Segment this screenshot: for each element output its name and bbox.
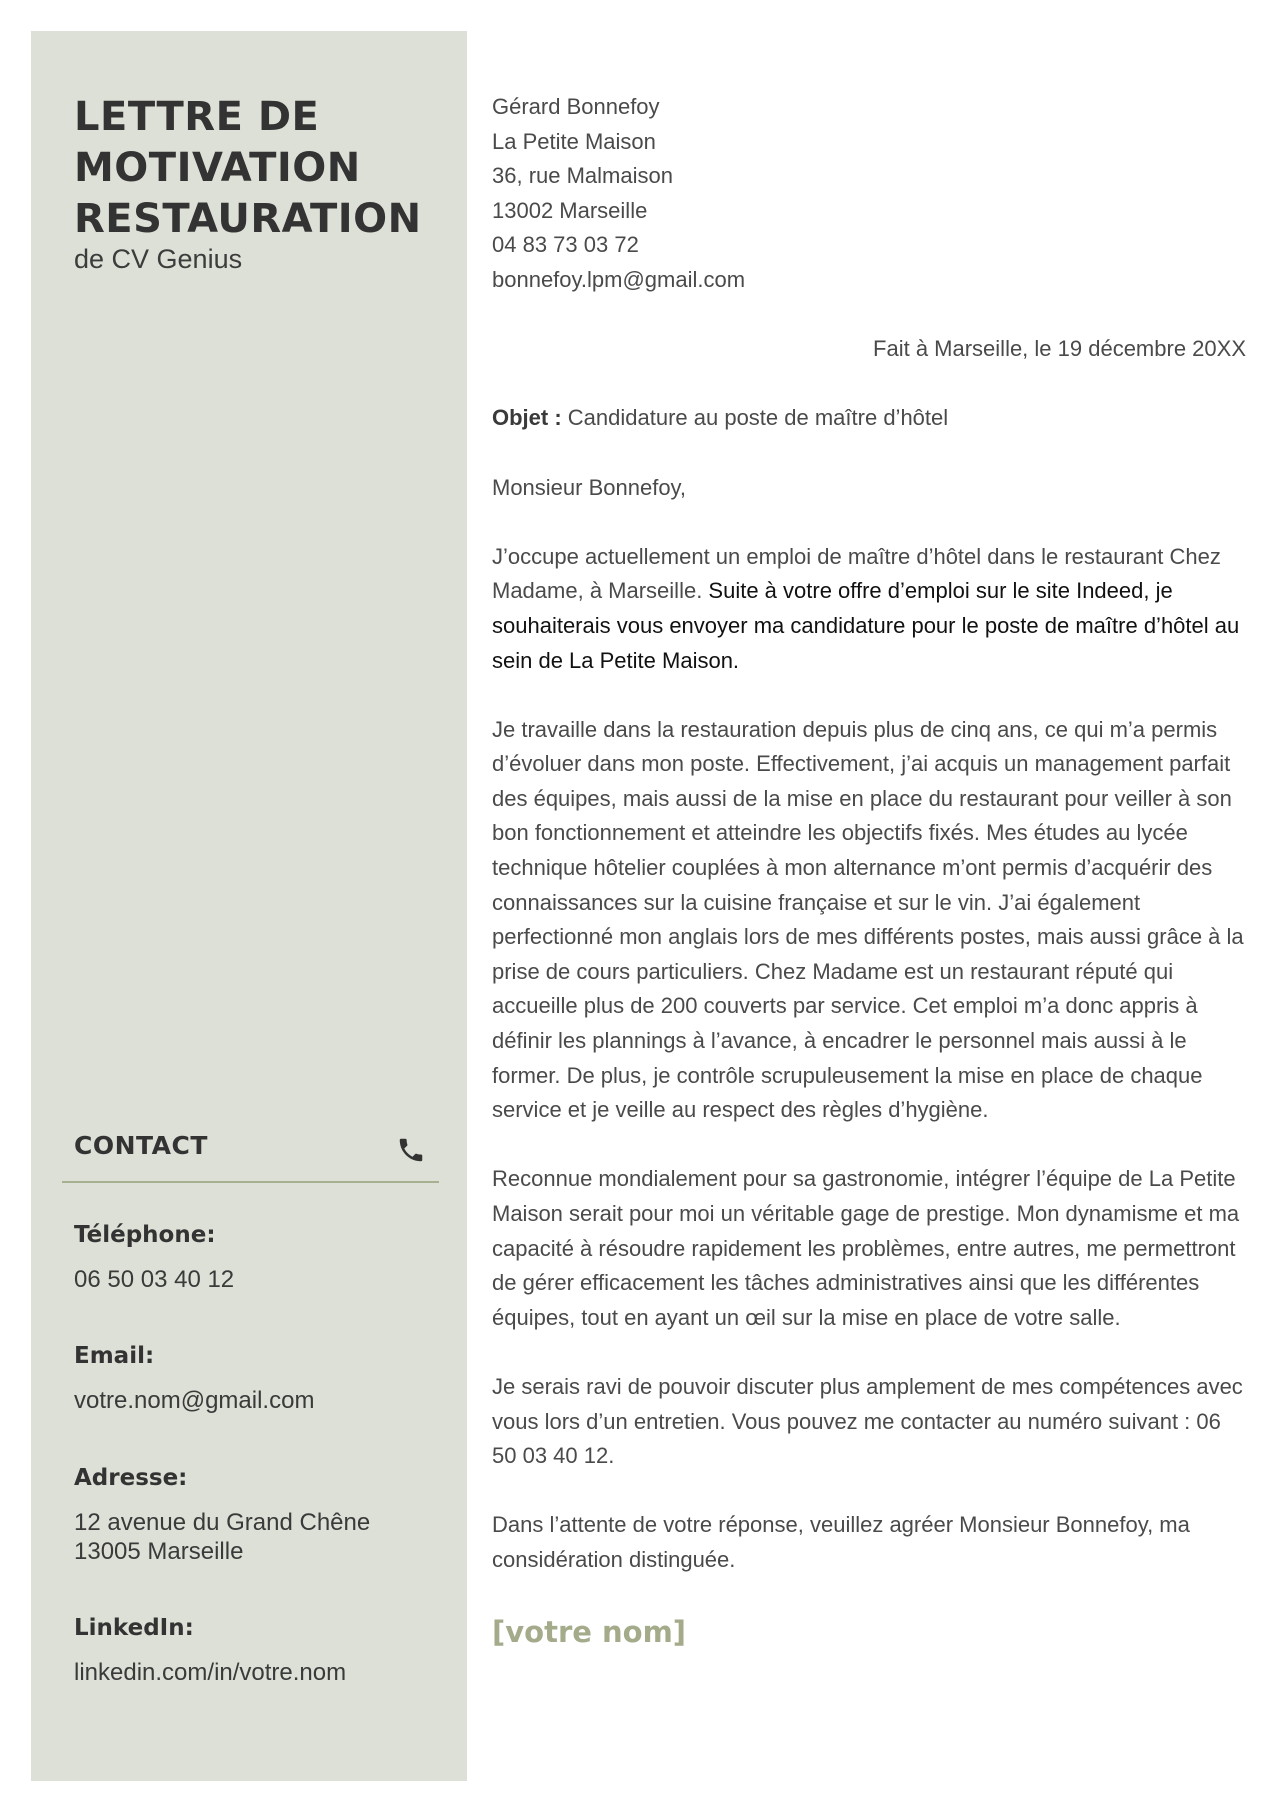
paragraph-5: Dans l’attente de votre réponse, veuillez agréer Monsieur Bonnefoy, ma considération distinguée. xyxy=(492,1512,1190,1572)
title-line: LETTRE DE xyxy=(74,94,320,140)
subject-label: Objet : xyxy=(492,405,562,431)
letter-body xyxy=(492,90,1246,1652)
address-line-2: 13005 Marseille xyxy=(74,1538,244,1565)
address-label: Adresse: xyxy=(74,1465,188,1491)
paragraph-2: Je travaille dans la restauration depuis plus de cinq ans, ce qui m’a permis d’évoluer dans mon poste. Effectivement, j’ai acquis un management parfait des équipes, mais aussi de la mise en place du restaurant pour veiller à son bon fonctionnement et atteindre les objectifs fixés. Mes études au lycée technique hôtelier couplées à mon alternance m’ont permis d’acquérir des connaissances sur la cuisine française et sur le vin. J’ai également perfectionné mon anglais lors de mes différents postes, mais aussi grâce à la prise de cours particuliers. Chez Madame est un restaurant réputé qui accueille plus de 200 couverts par service. Cet emploi m’a donc appris à définir les plannings à l’avance, à encadrer le personnel mais aussi à le former. De plus, je contrôle scrupuleusement la mise en place de chaque service et je veille au respect des règles d’hygiène. xyxy=(492,716,1244,1123)
subject-line xyxy=(492,401,1246,436)
phone-label: Téléphone: xyxy=(74,1222,216,1248)
recipient-block xyxy=(492,90,1246,298)
recipient-city: 13002 Marseille xyxy=(492,197,648,223)
phone-icon xyxy=(396,1135,426,1165)
document-subtitle: de CV Genius xyxy=(74,244,243,274)
subject-text: Candidature au poste de maître d’hôtel xyxy=(561,405,949,431)
phone-value: 06 50 03 40 12 xyxy=(74,1266,235,1293)
recipient-company: La Petite Maison xyxy=(492,128,656,154)
email-label: Email: xyxy=(74,1343,155,1369)
contact-divider xyxy=(62,1181,439,1183)
recipient-street: 36, rue Malmaison xyxy=(492,163,673,189)
title-line: MOTIVATION xyxy=(74,145,361,191)
paragraph-4: Je serais ravi de pouvoir discuter plus amplement de mes compétences avec vous lors d’un entretien. Vous pouvez me contacter au numéro suivant : 06 50 03 40 12. xyxy=(492,1373,1243,1469)
email-value[interactable]: votre.nom@gmail.com xyxy=(74,1387,315,1414)
signature-placeholder: [votre nom] xyxy=(492,1614,687,1649)
recipient-name: Gérard Bonnefoy xyxy=(492,94,660,119)
paragraph-1 xyxy=(492,540,1246,678)
paragraph-3: Reconnue mondialement pour sa gastronomie, intégrer l’équipe de La Petite Maison serait pour moi un véritable gage de prestige. Mon dynamisme et ma capacité à résoudre rapidement les problèmes, entre autres, me permettront de gérer efficacement les tâches administratives ainsi que les différentes équipes, tout en ayant un œil sur la mise en place de votre salle. xyxy=(492,1166,1240,1330)
letter-date: Fait à Marseille, le 19 décembre 20XX xyxy=(873,336,1246,362)
salutation: Monsieur Bonnefoy, xyxy=(492,474,687,500)
address-line-1: 12 avenue du Grand Chêne xyxy=(74,1509,371,1536)
recipient-phone: 04 83 73 03 72 xyxy=(492,232,639,258)
title-line: RESTAURATION xyxy=(74,196,422,242)
linkedin-value[interactable]: linkedin.com/in/votre.nom xyxy=(74,1659,347,1686)
paragraph-1-text: J’occupe actuellement un emploi de maître d’hôtel dans le restaurant Chez Madame, à Marseille. xyxy=(492,543,1221,604)
paragraph-1-emphasis: Suite à votre offre d’emploi sur le site Indeed, je souhaiterais vous envoyer ma candidature pour le poste de maître d’hôtel au sein de La Petite Maison. xyxy=(492,578,1240,673)
linkedin-label: LinkedIn: xyxy=(74,1615,194,1641)
contact-heading: CONTACT xyxy=(74,1131,208,1160)
document-title xyxy=(74,92,454,245)
recipient-email: bonnefoy.lpm@gmail.com xyxy=(492,266,746,292)
